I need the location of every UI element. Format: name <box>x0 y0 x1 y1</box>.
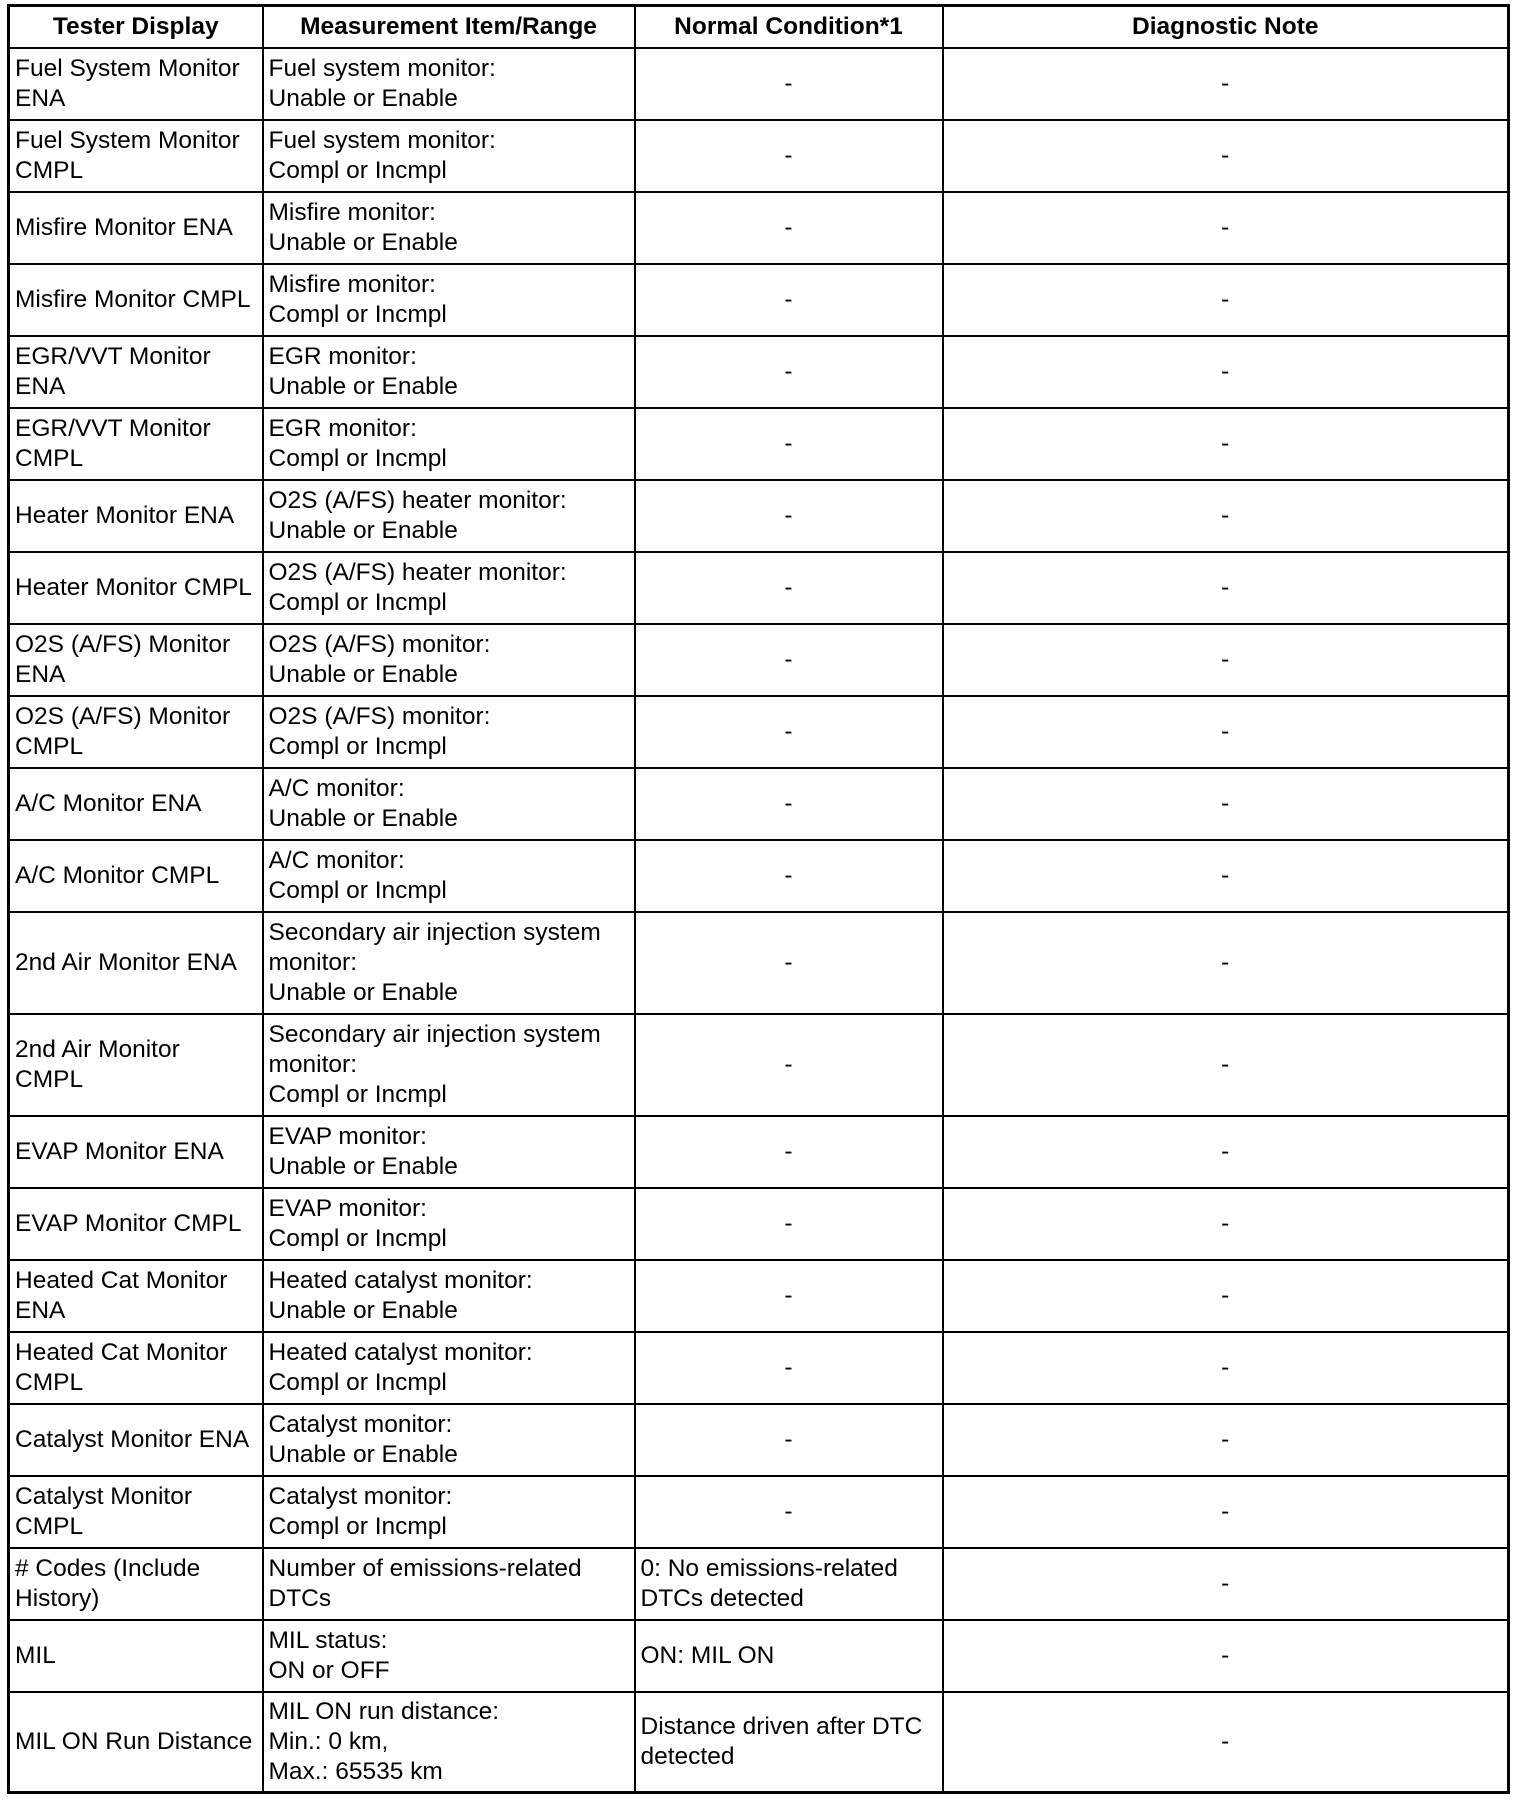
table-row <box>9 480 1509 552</box>
cell-tester-display-line: 2nd Air Monitor <box>15 1036 180 1063</box>
cell-diagnostic-note <box>943 696 1509 768</box>
cell-measurement-item-line: Catalyst monitor: <box>268 1411 453 1438</box>
cell-normal-condition <box>635 1332 943 1404</box>
cell-tester-display-line: CMPL <box>15 157 84 184</box>
cell-tester-display <box>9 1476 263 1548</box>
cell-diagnostic-note-line: - <box>1221 1282 1230 1309</box>
cell-normal-condition <box>635 1476 943 1548</box>
cell-diagnostic-note <box>943 1260 1509 1332</box>
cell-diagnostic-note-line: - <box>1221 430 1230 457</box>
cell-diagnostic-note <box>943 768 1509 840</box>
cell-measurement-item-line: Compl or Incmpl <box>268 1369 447 1396</box>
cell-normal-condition <box>635 192 943 264</box>
cell-diagnostic-note <box>943 1620 1509 1692</box>
table-row <box>9 1404 1509 1476</box>
cell-diagnostic-note <box>943 1476 1509 1548</box>
table-row <box>9 1692 1509 1793</box>
cell-tester-display <box>9 912 263 1014</box>
table-row <box>9 624 1509 696</box>
cell-tester-display-line: Misfire Monitor ENA <box>15 214 233 241</box>
cell-tester-display-line: History) <box>15 1585 100 1612</box>
cell-measurement-item-line: Unable or Enable <box>268 805 458 832</box>
cell-measurement-item-line: Heated catalyst monitor: <box>268 1267 533 1294</box>
cell-measurement-item-line: Heated catalyst monitor: <box>268 1339 533 1366</box>
cell-diagnostic-note-line: - <box>1221 1642 1230 1669</box>
cell-tester-display-line: Heater Monitor CMPL <box>15 574 252 601</box>
table-row <box>9 1476 1509 1548</box>
cell-normal-condition-line: - <box>784 1282 793 1309</box>
cell-measurement-item-line: A/C monitor: <box>268 847 405 874</box>
cell-measurement-item-line: Fuel system monitor: <box>268 127 496 154</box>
cell-tester-display <box>9 48 263 120</box>
cell-measurement-item-line: Unable or Enable <box>268 1297 458 1324</box>
cell-normal-condition-line: - <box>784 1354 793 1381</box>
cell-measurement-item-line: Unable or Enable <box>268 1441 458 1468</box>
cell-diagnostic-note <box>943 1188 1509 1260</box>
cell-tester-display-line: CMPL <box>15 1369 84 1396</box>
cell-tester-display <box>9 1260 263 1332</box>
cell-normal-condition <box>635 1188 943 1260</box>
cell-tester-display <box>9 624 263 696</box>
cell-tester-display-line: Misfire Monitor CMPL <box>15 286 251 313</box>
table-row <box>9 840 1509 912</box>
cell-measurement-item <box>263 624 635 696</box>
cell-normal-condition-line: - <box>784 70 793 97</box>
cell-measurement-item-line: DTCs <box>268 1585 332 1612</box>
cell-measurement-item-line: Compl or Incmpl <box>268 877 447 904</box>
cell-normal-condition-line: - <box>784 1210 793 1237</box>
cell-measurement-item-line: Secondary air injection system <box>268 1021 601 1048</box>
cell-diagnostic-note-line: - <box>1221 790 1230 817</box>
cell-tester-display <box>9 552 263 624</box>
cell-measurement-item-line: monitor: <box>268 949 358 976</box>
cell-diagnostic-note <box>943 1548 1509 1620</box>
cell-normal-condition <box>635 1260 943 1332</box>
cell-measurement-item <box>263 1260 635 1332</box>
cell-measurement-item-line: Compl or Incmpl <box>268 1225 447 1252</box>
cell-measurement-item-line: Misfire monitor: <box>268 199 436 226</box>
cell-tester-display-line: ENA <box>15 661 66 688</box>
cell-normal-condition-line: - <box>784 430 793 457</box>
cell-diagnostic-note <box>943 1332 1509 1404</box>
cell-measurement-item-line: O2S (A/FS) heater monitor: <box>268 559 567 586</box>
table-row <box>9 408 1509 480</box>
table-row <box>9 48 1509 120</box>
cell-diagnostic-note-line: - <box>1221 1051 1230 1078</box>
cell-tester-display <box>9 192 263 264</box>
cell-measurement-item-line: Unable or Enable <box>268 979 458 1006</box>
cell-normal-condition-line: - <box>784 1498 793 1525</box>
cell-tester-display-line: Heater Monitor ENA <box>15 502 235 529</box>
cell-measurement-item-line: EGR monitor: <box>268 343 417 370</box>
cell-normal-condition <box>635 1014 943 1116</box>
cell-normal-condition <box>635 1404 943 1476</box>
cell-normal-condition <box>635 624 943 696</box>
cell-measurement-item-line: Compl or Incmpl <box>268 445 447 472</box>
cell-diagnostic-note <box>943 624 1509 696</box>
cell-measurement-item <box>263 1332 635 1404</box>
cell-measurement-item <box>263 768 635 840</box>
cell-normal-condition-line: - <box>784 949 793 976</box>
cell-diagnostic-note <box>943 120 1509 192</box>
cell-tester-display <box>9 1620 263 1692</box>
cell-normal-condition <box>635 48 943 120</box>
cell-measurement-item-line: Max.: 65535 km <box>268 1758 443 1785</box>
header-measurement-item: Measurement Item/Range <box>263 6 635 49</box>
cell-diagnostic-note-line: - <box>1221 286 1230 313</box>
cell-measurement-item-line: Misfire monitor: <box>268 271 436 298</box>
cell-diagnostic-note-line: - <box>1221 1210 1230 1237</box>
cell-normal-condition-line: - <box>784 502 793 529</box>
cell-measurement-item-line: Unable or Enable <box>268 85 458 112</box>
header-normal-condition: Normal Condition*1 <box>635 6 943 49</box>
cell-measurement-item-line: Compl or Incmpl <box>268 157 447 184</box>
cell-tester-display-line: CMPL <box>15 445 84 472</box>
cell-tester-display-line: A/C Monitor CMPL <box>15 862 220 889</box>
cell-tester-display <box>9 696 263 768</box>
cell-measurement-item <box>263 264 635 336</box>
cell-tester-display <box>9 1188 263 1260</box>
cell-diagnostic-note <box>943 1116 1509 1188</box>
cell-tester-display <box>9 1116 263 1188</box>
table-row <box>9 696 1509 768</box>
cell-diagnostic-note <box>943 48 1509 120</box>
cell-normal-condition <box>635 480 943 552</box>
cell-measurement-item-line: Unable or Enable <box>268 517 458 544</box>
cell-normal-condition <box>635 552 943 624</box>
cell-diagnostic-note-line: - <box>1221 214 1230 241</box>
cell-normal-condition <box>635 1620 943 1692</box>
cell-measurement-item <box>263 408 635 480</box>
table-row <box>9 1116 1509 1188</box>
cell-tester-display-line: Fuel System Monitor <box>15 55 240 82</box>
cell-measurement-item-line: Unable or Enable <box>268 661 458 688</box>
cell-normal-condition-line: - <box>784 1138 793 1165</box>
cell-normal-condition-line: ON: MIL ON <box>640 1642 775 1669</box>
cell-normal-condition-line: - <box>784 1051 793 1078</box>
cell-tester-display-line: CMPL <box>15 1066 84 1093</box>
cell-tester-display-line: EVAP Monitor ENA <box>15 1138 224 1165</box>
tester-display-table <box>7 4 1510 1794</box>
cell-tester-display <box>9 1692 263 1793</box>
cell-diagnostic-note <box>943 552 1509 624</box>
cell-diagnostic-note <box>943 1014 1509 1116</box>
cell-tester-display-line: ENA <box>15 1297 66 1324</box>
cell-measurement-item-line: ON or OFF <box>268 1657 390 1684</box>
cell-normal-condition <box>635 1548 943 1620</box>
cell-measurement-item-line: Secondary air injection system <box>268 919 601 946</box>
cell-tester-display <box>9 840 263 912</box>
cell-diagnostic-note <box>943 912 1509 1014</box>
cell-diagnostic-note-line: - <box>1221 1498 1230 1525</box>
cell-normal-condition-line: detected <box>640 1743 735 1770</box>
cell-normal-condition-line: - <box>784 142 793 169</box>
cell-normal-condition-line: - <box>784 358 793 385</box>
cell-tester-display <box>9 264 263 336</box>
cell-measurement-item <box>263 192 635 264</box>
cell-diagnostic-note <box>943 192 1509 264</box>
table-row <box>9 768 1509 840</box>
cell-diagnostic-note-line: - <box>1221 862 1230 889</box>
cell-measurement-item-line: Compl or Incmpl <box>268 589 447 616</box>
cell-measurement-item-line: Fuel system monitor: <box>268 55 496 82</box>
table-row <box>9 1548 1509 1620</box>
cell-measurement-item <box>263 1404 635 1476</box>
cell-tester-display-line: O2S (A/FS) Monitor <box>15 703 231 730</box>
table-row <box>9 120 1509 192</box>
cell-tester-display-line: CMPL <box>15 1513 84 1540</box>
cell-measurement-item <box>263 1014 635 1116</box>
cell-measurement-item-line: Catalyst monitor: <box>268 1483 453 1510</box>
cell-measurement-item-line: Unable or Enable <box>268 373 458 400</box>
cell-normal-condition <box>635 1116 943 1188</box>
table-row <box>9 336 1509 408</box>
cell-normal-condition-line: - <box>784 862 793 889</box>
cell-tester-display <box>9 480 263 552</box>
cell-measurement-item-line: monitor: <box>268 1051 358 1078</box>
table-row <box>9 1014 1509 1116</box>
cell-diagnostic-note <box>943 264 1509 336</box>
cell-tester-display <box>9 768 263 840</box>
cell-normal-condition <box>635 408 943 480</box>
cell-measurement-item <box>263 120 635 192</box>
cell-measurement-item <box>263 840 635 912</box>
cell-normal-condition <box>635 1692 943 1793</box>
cell-tester-display-line: Heated Cat Monitor <box>15 1339 228 1366</box>
cell-measurement-item-line: O2S (A/FS) monitor: <box>268 631 491 658</box>
cell-tester-display <box>9 408 263 480</box>
cell-measurement-item <box>263 552 635 624</box>
cell-diagnostic-note <box>943 336 1509 408</box>
cell-tester-display-line: Heated Cat Monitor <box>15 1267 228 1294</box>
table-row <box>9 1620 1509 1692</box>
cell-normal-condition <box>635 768 943 840</box>
cell-normal-condition-line: DTCs detected <box>640 1585 804 1612</box>
cell-measurement-item-line: Compl or Incmpl <box>268 733 447 760</box>
cell-diagnostic-note-line: - <box>1221 1138 1230 1165</box>
cell-measurement-item <box>263 1620 635 1692</box>
cell-measurement-item <box>263 912 635 1014</box>
cell-diagnostic-note-line: - <box>1221 502 1230 529</box>
cell-diagnostic-note <box>943 408 1509 480</box>
cell-diagnostic-note-line: - <box>1221 718 1230 745</box>
cell-measurement-item-line: Number of emissions-related <box>268 1555 582 1582</box>
cell-measurement-item <box>263 48 635 120</box>
table-row <box>9 552 1509 624</box>
cell-diagnostic-note-line: - <box>1221 142 1230 169</box>
cell-tester-display-line: # Codes (Include <box>15 1555 201 1582</box>
cell-normal-condition-line: Distance driven after DTC <box>640 1713 923 1740</box>
cell-normal-condition <box>635 840 943 912</box>
cell-diagnostic-note-line: - <box>1221 1354 1230 1381</box>
cell-measurement-item-line: EGR monitor: <box>268 415 417 442</box>
cell-normal-condition <box>635 336 943 408</box>
cell-measurement-item-line: Compl or Incmpl <box>268 1513 447 1540</box>
cell-measurement-item <box>263 480 635 552</box>
cell-normal-condition <box>635 120 943 192</box>
cell-tester-display-line: EVAP Monitor CMPL <box>15 1210 242 1237</box>
cell-tester-display <box>9 1548 263 1620</box>
cell-measurement-item <box>263 336 635 408</box>
cell-tester-display-line: Catalyst Monitor <box>15 1483 193 1510</box>
cell-diagnostic-note <box>943 1404 1509 1476</box>
cell-tester-display-line: O2S (A/FS) Monitor <box>15 631 231 658</box>
cell-normal-condition <box>635 696 943 768</box>
cell-measurement-item-line: Compl or Incmpl <box>268 1081 447 1108</box>
cell-diagnostic-note-line: - <box>1221 1728 1230 1755</box>
cell-diagnostic-note-line: - <box>1221 1426 1230 1453</box>
table-row <box>9 192 1509 264</box>
cell-measurement-item-line: EVAP monitor: <box>268 1195 427 1222</box>
cell-measurement-item <box>263 1692 635 1793</box>
cell-measurement-item <box>263 1476 635 1548</box>
cell-normal-condition <box>635 264 943 336</box>
cell-normal-condition <box>635 912 943 1014</box>
cell-normal-condition-line: 0: No emissions-related <box>640 1555 898 1582</box>
cell-measurement-item-line: O2S (A/FS) monitor: <box>268 703 491 730</box>
cell-measurement-item <box>263 1188 635 1260</box>
cell-tester-display <box>9 120 263 192</box>
cell-measurement-item-line: Unable or Enable <box>268 1153 458 1180</box>
cell-measurement-item-line: EVAP monitor: <box>268 1123 427 1150</box>
cell-normal-condition-line: - <box>784 574 793 601</box>
cell-tester-display-line: Fuel System Monitor <box>15 127 240 154</box>
table-row <box>9 264 1509 336</box>
cell-tester-display <box>9 1404 263 1476</box>
cell-tester-display-line: MIL <box>15 1642 56 1669</box>
cell-tester-display-line: EGR/VVT Monitor <box>15 415 211 442</box>
header-row <box>9 6 1509 49</box>
cell-normal-condition-line: - <box>784 790 793 817</box>
cell-diagnostic-note <box>943 1692 1509 1793</box>
cell-normal-condition-line: - <box>784 646 793 673</box>
cell-diagnostic-note-line: - <box>1221 1570 1230 1597</box>
cell-tester-display <box>9 1014 263 1116</box>
table-row <box>9 1332 1509 1404</box>
header-tester-display: Tester Display <box>9 6 263 49</box>
cell-diagnostic-note-line: - <box>1221 70 1230 97</box>
table-row <box>9 1260 1509 1332</box>
cell-normal-condition-line: - <box>784 718 793 745</box>
cell-tester-display-line: Catalyst Monitor ENA <box>15 1426 250 1453</box>
cell-measurement-item-line: O2S (A/FS) heater monitor: <box>268 487 567 514</box>
cell-diagnostic-note-line: - <box>1221 574 1230 601</box>
cell-measurement-item-line: Unable or Enable <box>268 229 458 256</box>
cell-diagnostic-note <box>943 840 1509 912</box>
cell-measurement-item <box>263 696 635 768</box>
cell-measurement-item <box>263 1548 635 1620</box>
cell-normal-condition-line: - <box>784 286 793 313</box>
table-row <box>9 1188 1509 1260</box>
cell-measurement-item-line: MIL ON run distance: <box>268 1698 500 1725</box>
cell-tester-display-line: ENA <box>15 85 66 112</box>
cell-diagnostic-note <box>943 480 1509 552</box>
cell-measurement-item-line: Compl or Incmpl <box>268 301 447 328</box>
cell-tester-display-line: EGR/VVT Monitor <box>15 343 211 370</box>
cell-tester-display-line: CMPL <box>15 733 84 760</box>
cell-tester-display-line: 2nd Air Monitor ENA <box>15 949 237 976</box>
cell-tester-display <box>9 1332 263 1404</box>
table-row <box>9 912 1509 1014</box>
cell-measurement-item-line: A/C monitor: <box>268 775 405 802</box>
cell-tester-display-line: A/C Monitor ENA <box>15 790 202 817</box>
cell-measurement-item <box>263 1116 635 1188</box>
cell-diagnostic-note-line: - <box>1221 358 1230 385</box>
cell-tester-display <box>9 336 263 408</box>
cell-measurement-item-line: Min.: 0 km, <box>268 1728 389 1755</box>
cell-tester-display-line: ENA <box>15 373 66 400</box>
cell-diagnostic-note-line: - <box>1221 646 1230 673</box>
cell-normal-condition-line: - <box>784 214 793 241</box>
header-diagnostic-note: Diagnostic Note <box>943 6 1509 49</box>
cell-tester-display-line: MIL ON Run Distance <box>15 1728 253 1755</box>
cell-normal-condition-line: - <box>784 1426 793 1453</box>
cell-diagnostic-note-line: - <box>1221 949 1230 976</box>
cell-measurement-item-line: MIL status: <box>268 1627 388 1654</box>
